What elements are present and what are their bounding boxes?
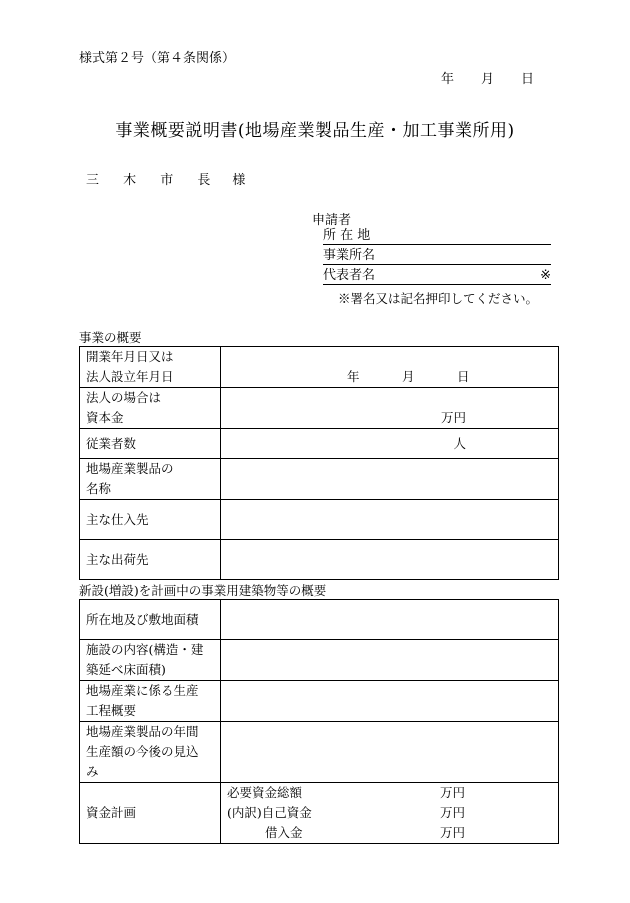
addressee-name: 三 木 市 長	[86, 173, 221, 188]
employee-count-field[interactable]: 人	[221, 429, 559, 459]
section1-heading: 事業の概要	[79, 330, 142, 345]
table-row	[80, 722, 559, 783]
row-label: 地場産業製品の 名称	[80, 459, 221, 500]
header-date	[441, 68, 534, 87]
main-supplier-field[interactable]	[221, 500, 559, 540]
row-label: 主な仕入先	[80, 500, 221, 540]
table-row	[80, 500, 559, 540]
row-label: 法人の場合は 資本金	[80, 388, 221, 429]
product-name-field[interactable]	[221, 459, 559, 500]
representative-field[interactable]	[323, 266, 551, 285]
process-overview-field[interactable]	[221, 681, 559, 722]
business-overview-table	[79, 346, 559, 580]
table-row	[80, 429, 559, 459]
table-row	[80, 783, 559, 844]
office-name-label: 事業所名	[323, 248, 376, 263]
addressee-honorific: 様	[232, 173, 256, 188]
table-row	[80, 347, 559, 388]
location-area-field[interactable]	[221, 600, 559, 640]
table-row	[80, 640, 559, 681]
row-label: 従業者数	[80, 429, 221, 459]
row-label: 地場産業に係る生産 工程概要	[80, 681, 221, 722]
facility-content-field[interactable]	[221, 640, 559, 681]
row-label: 主な出荷先	[80, 540, 221, 580]
date-month: 月	[481, 72, 495, 87]
founding-date-field[interactable]: 年 月 日	[221, 347, 559, 388]
office-name-field[interactable]	[323, 246, 551, 265]
row-label: 施設の内容(構造・建 築延べ床面積)	[80, 640, 221, 681]
date-year: 年	[441, 72, 455, 87]
production-forecast-field[interactable]	[221, 722, 559, 783]
signature-note: ※署名又は記名押印してください。	[338, 291, 539, 306]
row-label: 開業年月日又は 法人設立年月日	[80, 347, 221, 388]
finance-plan-field[interactable]	[221, 783, 559, 844]
signature-mark: ※	[540, 268, 551, 283]
finance-line: (内訳)自己資金 万円	[227, 805, 466, 820]
capital-field[interactable]: 万円	[221, 388, 559, 429]
address-field[interactable]	[323, 226, 551, 245]
table-row	[80, 540, 559, 580]
finance-line: 必要資金総額 万円	[227, 785, 466, 800]
form-number: 様式第２号（第４条関係）	[79, 51, 236, 66]
representative-label: 代表者名	[323, 268, 376, 283]
addressee	[86, 169, 255, 188]
row-label: 所在地及び敷地面積	[80, 600, 221, 640]
main-customer-field[interactable]	[221, 540, 559, 580]
finance-plan-label: 資金計画	[80, 783, 221, 844]
row-label: 地場産業製品の年間 生産額の今後の見込 み	[80, 722, 221, 783]
finance-line: 借入金 万円	[265, 825, 466, 840]
section2-heading: 新設(増設)を計画中の事業用建築物等の概要	[79, 583, 327, 598]
table-row	[80, 600, 559, 640]
date-day: 日	[521, 72, 535, 87]
document-title: 事業概要説明書(地場産業製品生産・加工事業所用)	[115, 121, 515, 141]
building-overview-table	[79, 599, 559, 844]
applicant-heading: 申請者	[312, 213, 352, 228]
table-row	[80, 388, 559, 429]
table-row	[80, 459, 559, 500]
address-label: 所 在 地	[323, 228, 371, 243]
table-row	[80, 681, 559, 722]
